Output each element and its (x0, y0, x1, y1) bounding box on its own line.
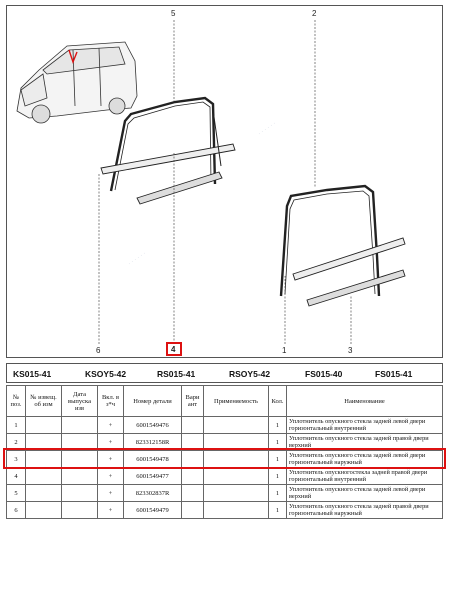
cell-pos: 4 (7, 468, 26, 485)
cell-notice (26, 434, 62, 451)
cell-name: Уплотнитель опускного стекла задней правой двери верхний (287, 434, 443, 451)
model-codes-bar (6, 363, 443, 383)
cell-variant (182, 502, 204, 519)
table-row[interactable] (7, 417, 443, 434)
cell-variant (182, 468, 204, 485)
cell-name: Уплотнитель опускного стекла задней правой двери горизонтальный наружный (287, 502, 443, 519)
cell-quantity: 1 (269, 468, 287, 485)
callout-4: 4 (171, 345, 176, 354)
cell-pos: 1 (7, 417, 26, 434)
callout-5: 5 (171, 9, 176, 18)
right-door-seals (281, 186, 405, 306)
watermark: · · · · · · (37, 60, 58, 78)
header-applicability: Применяемость (204, 386, 269, 417)
table-row[interactable] (7, 485, 443, 502)
cell-included: + (98, 468, 124, 485)
cell-quantity: 1 (269, 502, 287, 519)
cell-name: Уплотнитель опускного стекла задней левой двери горизонтальный внутренний (287, 417, 443, 434)
header-included: Вкл. в з*ч (98, 386, 124, 417)
cell-included: + (98, 502, 124, 519)
model-code: RS015-41 (157, 369, 196, 379)
header-notice: № извещ. об изм (26, 386, 62, 417)
table-row-highlighted[interactable] (7, 468, 443, 485)
cell-part-number[interactable]: 823312158R (124, 434, 182, 451)
model-code: FS015-40 (305, 369, 343, 379)
cell-notice (26, 451, 62, 468)
cell-included: + (98, 451, 124, 468)
table-header-row (7, 386, 443, 417)
cell-quantity: 1 (269, 485, 287, 502)
cell-included: + (98, 434, 124, 451)
cell-date (62, 468, 98, 485)
cell-applicability (204, 502, 269, 519)
callout-2: 2 (312, 9, 317, 18)
cell-quantity: 1 (269, 451, 287, 468)
cell-variant (182, 434, 204, 451)
cell-part-number[interactable]: 6001549478 (124, 451, 182, 468)
header-part-number: Номер детали (124, 386, 182, 417)
cell-included: + (98, 417, 124, 434)
parts-diagram (6, 5, 443, 358)
leader-lines (99, 20, 351, 344)
cell-variant (182, 485, 204, 502)
cell-notice (26, 485, 62, 502)
cell-part-number[interactable]: 823302837R (124, 485, 182, 502)
cell-applicability (204, 485, 269, 502)
model-code: FS015-41 (375, 369, 413, 379)
cell-variant (182, 417, 204, 434)
cell-applicability (204, 468, 269, 485)
header-name: Наименование (287, 386, 443, 417)
cell-part-number[interactable]: 6001549477 (124, 468, 182, 485)
cell-date (62, 417, 98, 434)
callout-1: 1 (282, 346, 287, 355)
cell-name: Уплотнитель опускногостекла задней правой двери горизонтальный внутренний (287, 468, 443, 485)
table-row[interactable] (7, 434, 443, 451)
cell-notice (26, 417, 62, 434)
cell-included: + (98, 485, 124, 502)
cell-applicability (204, 434, 269, 451)
cell-quantity: 1 (269, 417, 287, 434)
parts-table (6, 385, 443, 519)
cell-applicability (204, 417, 269, 434)
cell-quantity: 1 (269, 434, 287, 451)
header-variant: Вари ант (182, 386, 204, 417)
header-pos: № поз. (7, 386, 26, 417)
callout-6: 6 (96, 346, 101, 355)
cell-variant (182, 451, 204, 468)
cell-pos: 6 (7, 502, 26, 519)
cell-notice (26, 502, 62, 519)
model-code: KSOY5-42 (85, 369, 127, 379)
model-code: RSOY5-42 (229, 369, 271, 379)
cell-date (62, 451, 98, 468)
left-door-seals (101, 98, 235, 204)
cell-name: Уплотнитель опускного стекла задней левой двери верхний (287, 485, 443, 502)
cell-applicability (204, 451, 269, 468)
model-code: KS015-41 (13, 369, 52, 379)
callout-3: 3 (348, 346, 353, 355)
cell-date (62, 502, 98, 519)
cell-part-number[interactable]: 6001549476 (124, 417, 182, 434)
table-row[interactable] (7, 451, 443, 468)
car-illustration (17, 42, 137, 123)
header-quantity: Кол. (269, 386, 287, 417)
cell-date (62, 485, 98, 502)
cell-part-number[interactable]: 6001549479 (124, 502, 182, 519)
cell-name: Уплотнитель опускного стекла задней левой двери горизонтальный наружный (287, 451, 443, 468)
exploded-view-drawing (7, 6, 444, 359)
header-notice-date: Дата выпуска изв (62, 386, 98, 417)
watermark: · · · · · · (127, 250, 148, 268)
cell-pos: 5 (7, 485, 26, 502)
cell-notice (26, 468, 62, 485)
table-row[interactable] (7, 502, 443, 519)
cell-date (62, 434, 98, 451)
cell-pos: 3 (7, 451, 26, 468)
cell-pos: 2 (7, 434, 26, 451)
watermark: · · · · · · (257, 120, 278, 138)
